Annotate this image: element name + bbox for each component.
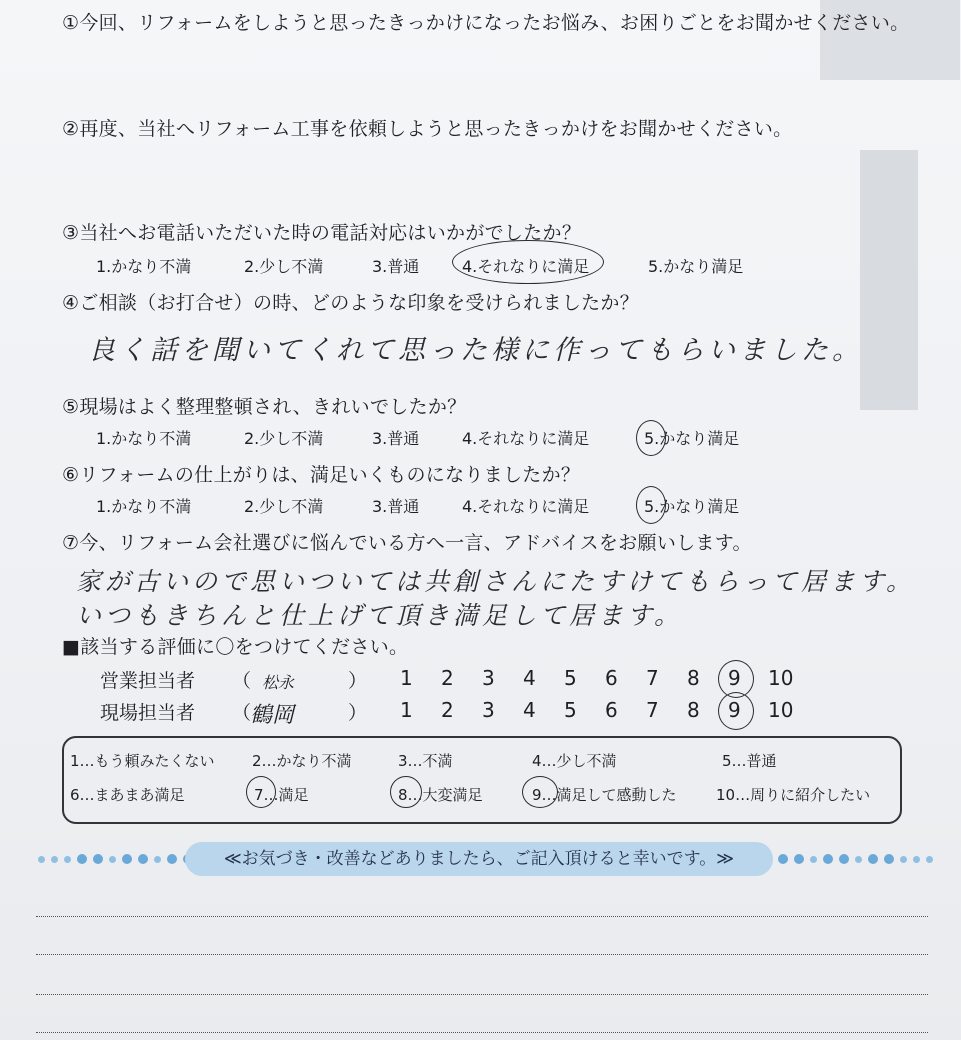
sales-score-2[interactable]: 2 — [441, 666, 454, 690]
site-score-4[interactable]: 4 — [523, 698, 536, 722]
q6-option-1[interactable]: 1.かなり不満 — [96, 497, 192, 516]
sales-score-9[interactable]: 9 — [728, 666, 741, 690]
sales-score-3[interactable]: 3 — [482, 666, 495, 690]
q3-option-4[interactable]: 4.それなりに満足 — [462, 257, 590, 276]
banner-dots-right — [778, 852, 933, 866]
site-score-3[interactable]: 3 — [482, 698, 495, 722]
q6-option-4[interactable]: 4.それなりに満足 — [462, 497, 590, 516]
sales-score-1[interactable]: 1 — [400, 666, 413, 690]
legend-10: 10…周りに紹介したい — [716, 786, 871, 804]
sales-score-4[interactable]: 4 — [523, 666, 536, 690]
q3-option-1[interactable]: 1.かなり不満 — [96, 257, 192, 276]
legend-1: 1…もう頼みたくない — [70, 752, 215, 770]
site-score-8[interactable]: 8 — [687, 698, 700, 722]
comments-banner: ≪お気づき・改善などありましたら、ご記入頂けると幸いです。≫ — [185, 842, 773, 876]
q7-handwritten-line-1: 家が古いので思いついては共創さんにたすけてもらって居ます。 — [76, 567, 916, 596]
q5-option-5[interactable]: 5.かなり満足 — [644, 429, 740, 448]
sales-score-10[interactable]: 10 — [768, 666, 794, 690]
paren-open: （ — [232, 702, 252, 724]
paren-open: （ — [232, 670, 252, 692]
legend-8: 8…大変満足 — [398, 786, 483, 804]
question-1: ①今回、リフォームをしようと思ったきっかけになったお悩み、お困りごとをお聞かせください。 — [62, 12, 910, 34]
question-4: ④ご相談（お打合せ）の時、どのような印象を受けられましたか？ — [62, 292, 640, 314]
q3-option-2[interactable]: 2.少し不満 — [244, 257, 324, 276]
comment-line-3[interactable] — [36, 994, 928, 995]
q6-selection-circle — [636, 486, 666, 524]
question-5: ⑤現場はよく整理整頓され、きれいでしたか？ — [62, 396, 467, 418]
q5-option-1[interactable]: 1.かなり不満 — [96, 429, 192, 448]
legend-6: 6…まあまあ満足 — [70, 786, 185, 804]
site-score-6[interactable]: 6 — [605, 698, 618, 722]
sales-score-6[interactable]: 6 — [605, 666, 618, 690]
site-score-2[interactable]: 2 — [441, 698, 454, 722]
site-score-9[interactable]: 9 — [728, 698, 741, 722]
paren-close: ） — [348, 670, 368, 692]
q3-option-3[interactable]: 3.普通 — [372, 257, 420, 276]
legend-7: 7…満足 — [254, 786, 309, 804]
comment-line-2[interactable] — [36, 954, 928, 955]
q5-option-3[interactable]: 3.普通 — [372, 429, 420, 448]
legend-8-circle — [390, 776, 422, 808]
rating-heading: ■該当する評価に〇をつけてください。 — [62, 636, 409, 658]
comment-line-1[interactable] — [36, 916, 928, 917]
q7-handwritten-line-2: いつもきちんと仕上げて頂き満足して居ます。 — [76, 601, 684, 630]
legend-5: 5…普通 — [722, 752, 777, 770]
q4-handwritten-answer: 良く話を聞いてくれて思った様に作ってもらいました。 — [88, 335, 863, 366]
site-score-1[interactable]: 1 — [400, 698, 413, 722]
site-score-circle — [718, 692, 754, 730]
q3-option-5[interactable]: 5.かなり満足 — [648, 257, 744, 276]
site-staff-label: 現場担当者 — [100, 702, 196, 724]
site-score-5[interactable]: 5 — [564, 698, 577, 722]
question-3: ③当社へお電話いただいた時の電話対応はいかがでしたか？ — [62, 222, 582, 244]
legend-9-circle — [522, 776, 558, 808]
question-6: ⑥リフォームの仕上がりは、満足いくものになりましたか？ — [62, 464, 581, 486]
sales-staff-name: 松永 — [262, 673, 295, 692]
legend-9: 9…満足して感動した — [532, 786, 677, 804]
q5-option-4[interactable]: 4.それなりに満足 — [462, 429, 590, 448]
legend-7-circle — [246, 776, 276, 808]
q6-option-2[interactable]: 2.少し不満 — [244, 497, 324, 516]
q3-selection-circle — [452, 240, 604, 284]
paren-close: ） — [348, 702, 368, 724]
q6-option-3[interactable]: 3.普通 — [372, 497, 420, 516]
q6-option-5[interactable]: 5.かなり満足 — [644, 497, 740, 516]
q5-option-2[interactable]: 2.少し不満 — [244, 429, 324, 448]
site-score-7[interactable]: 7 — [646, 698, 659, 722]
comment-line-4[interactable] — [36, 1032, 928, 1033]
site-staff-name: 鶴岡 — [250, 703, 295, 728]
question-7: ⑦今、リフォーム会社選びに悩んでいる方へ一言、アドバイスをお願いします。 — [62, 532, 752, 554]
legend-2: 2…かなり不満 — [252, 752, 352, 770]
show-through-column — [860, 150, 918, 410]
sales-score-8[interactable]: 8 — [687, 666, 700, 690]
sales-staff-label: 営業担当者 — [100, 670, 196, 692]
sales-score-7[interactable]: 7 — [646, 666, 659, 690]
legend-4: 4…少し不満 — [532, 752, 617, 770]
site-score-10[interactable]: 10 — [768, 698, 794, 722]
legend-3: 3…不満 — [398, 752, 453, 770]
question-2: ②再度、当社へリフォーム工事を依頼しようと思ったきっかけをお聞かせください。 — [62, 118, 793, 140]
q5-selection-circle — [636, 420, 666, 456]
sales-score-5[interactable]: 5 — [564, 666, 577, 690]
